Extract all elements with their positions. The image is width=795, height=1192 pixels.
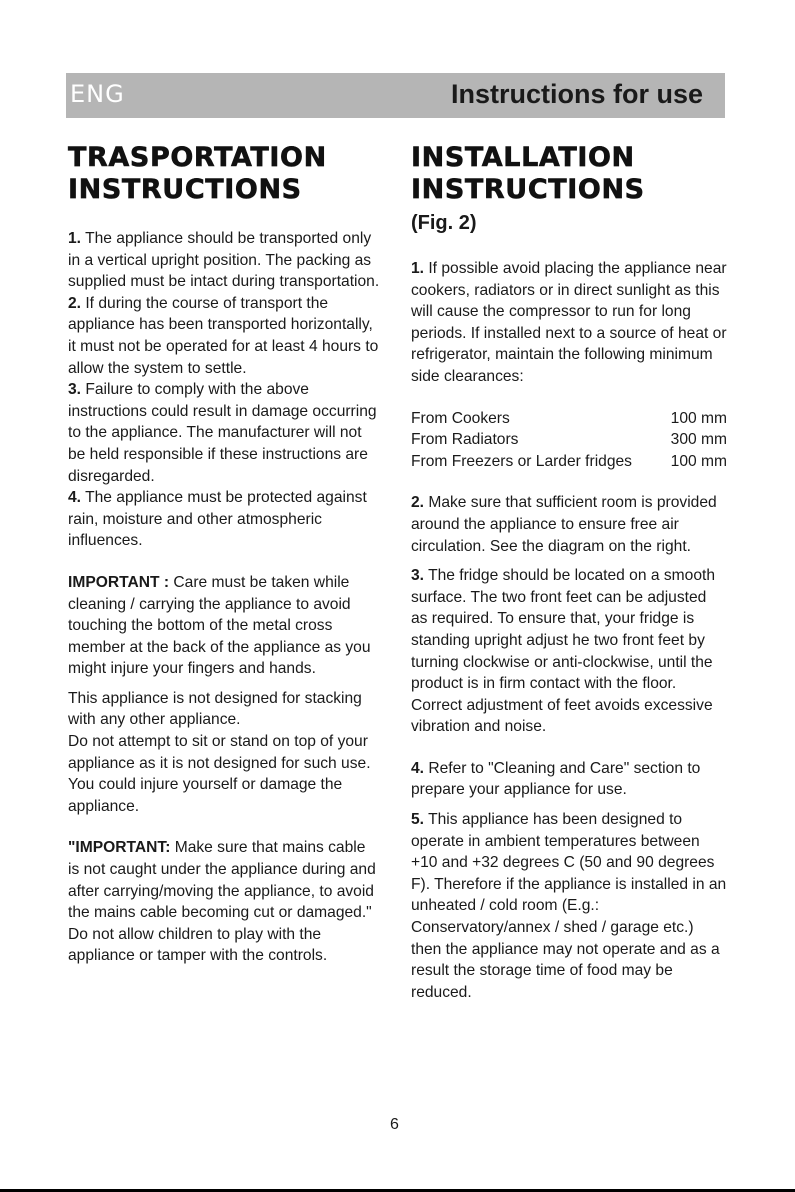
install-item-2 [411,492,727,557]
important-note-1 [68,572,380,680]
figure-reference: (Fig. 2) [411,212,477,234]
important-note-2 [68,837,380,967]
table-row [411,408,727,430]
clearance-label: From Cookers [411,409,510,427]
table-row [411,429,727,451]
language-code: ENG [70,80,125,108]
clearance-value: 100 mm [670,409,727,427]
table-row [411,451,727,473]
clearance-table [411,408,727,473]
item-text: Failure to comply with the above instructions could result in damage occurring to the appliance. The manufacturer will not be held responsible if these instructions are disregarded. [68,381,377,485]
important-text: Make sure that mains cable is not caught under the appliance during and after carrying/moving the appliance, to avoid the mains cable becoming cut or damaged." Do not allow children to play with the appliance or tamper with the controls. [68,839,376,965]
item-text: This appliance has been designed to operate in ambient temperatures between +10 and +32 degrees C (50 and 90 degrees F). Therefore if the appliance is installed in an unheated / cold room (E.g.: Conservatory/annex / shed / garage etc.) then the appliance may not operate and as a result the storage time of food may be reduced. [411,811,727,1001]
important-label: IMPORTANT : [68,573,170,591]
item-number: 3. [411,567,425,585]
install-item-3 [411,565,727,738]
install-item-4 [411,758,727,801]
installation-column [411,142,727,1003]
item-number: 5. [411,811,425,829]
item-text: The appliance must be protected against rain, moisture and other atmospheric influences. [68,489,367,550]
transport-heading-line2: INSTRUCTIONS [68,174,302,205]
installation-heading-line1: INSTALLATION [411,142,635,173]
item-number: 1. [411,260,425,277]
install-item-5 [411,809,727,1003]
clearance-label: From Radiators [411,431,519,449]
stacking-note: This appliance is not designed for stacking with any other appliance. [68,689,362,729]
item-number: 4. [68,489,82,507]
installation-heading-line2: INSTRUCTIONS [411,174,645,205]
item-text: If during the course of transport the appliance has been transported horizontally, it must not be operated for at least 4 hours to allow the system to settle. [68,294,379,377]
item-text: Make sure that sufficient room is provided around the appliance to ensure free air circulation. See the diagram on the right. [411,494,717,555]
important-text: Care must be taken while cleaning / carrying the appliance to avoid touching the bottom of the metal cross member at the back of the appliance as you might injure your fingers and hands. [68,573,371,678]
item-number: 2. [411,494,425,512]
page-header [66,73,725,118]
transport-item-3 [68,379,380,487]
install-item-1 [411,258,727,388]
clearance-value: 300 mm [670,431,727,449]
transport-heading-line1: TRASPORTATION [68,142,327,173]
item-number: 1. [68,230,82,247]
item-number: 3. [68,381,82,399]
important-label: "IMPORTANT: [68,839,171,857]
transport-item-2 [68,293,380,379]
item-text: Refer to "Cleaning and Care" section to prepare your appliance for use. [411,759,701,799]
page-number: 6 [390,1116,399,1133]
transport-column [68,142,380,967]
item-text: If possible avoid placing the appliance near cookers, radiators or in direct sunlight as this will cause the compressor to run for long periods. If installed next to a source of heat or refrigerator, maintain the following minimum side clearances: [411,260,727,385]
transport-item-1 [68,228,380,293]
item-number: 4. [411,759,425,777]
item-text: The fridge should be located on a smooth surface. The two front feet can be adjusted as required. To ensure that, your fridge is standing upright adjust he two front feet by turning clockwise or anti-clockwise, until the product is in firm contact with the floor. Correct adjustment of feet avoids excessive vibration and noise. [411,567,716,736]
clearance-label: From Freezers or Larder fridges [411,452,632,470]
item-text: The appliance should be transported only in a vertical upright position. The packing as supplied must be intact during transportation. [68,230,380,291]
sit-stand-note: Do not attempt to sit or stand on top of your appliance as it is not designed for such use. You could injure yourself or damage the appliance. [68,733,371,815]
clearance-value: 100 mm [670,452,727,470]
header-title: Instructions for use [450,79,703,109]
transport-item-4 [68,487,380,552]
item-number: 2. [68,294,82,312]
